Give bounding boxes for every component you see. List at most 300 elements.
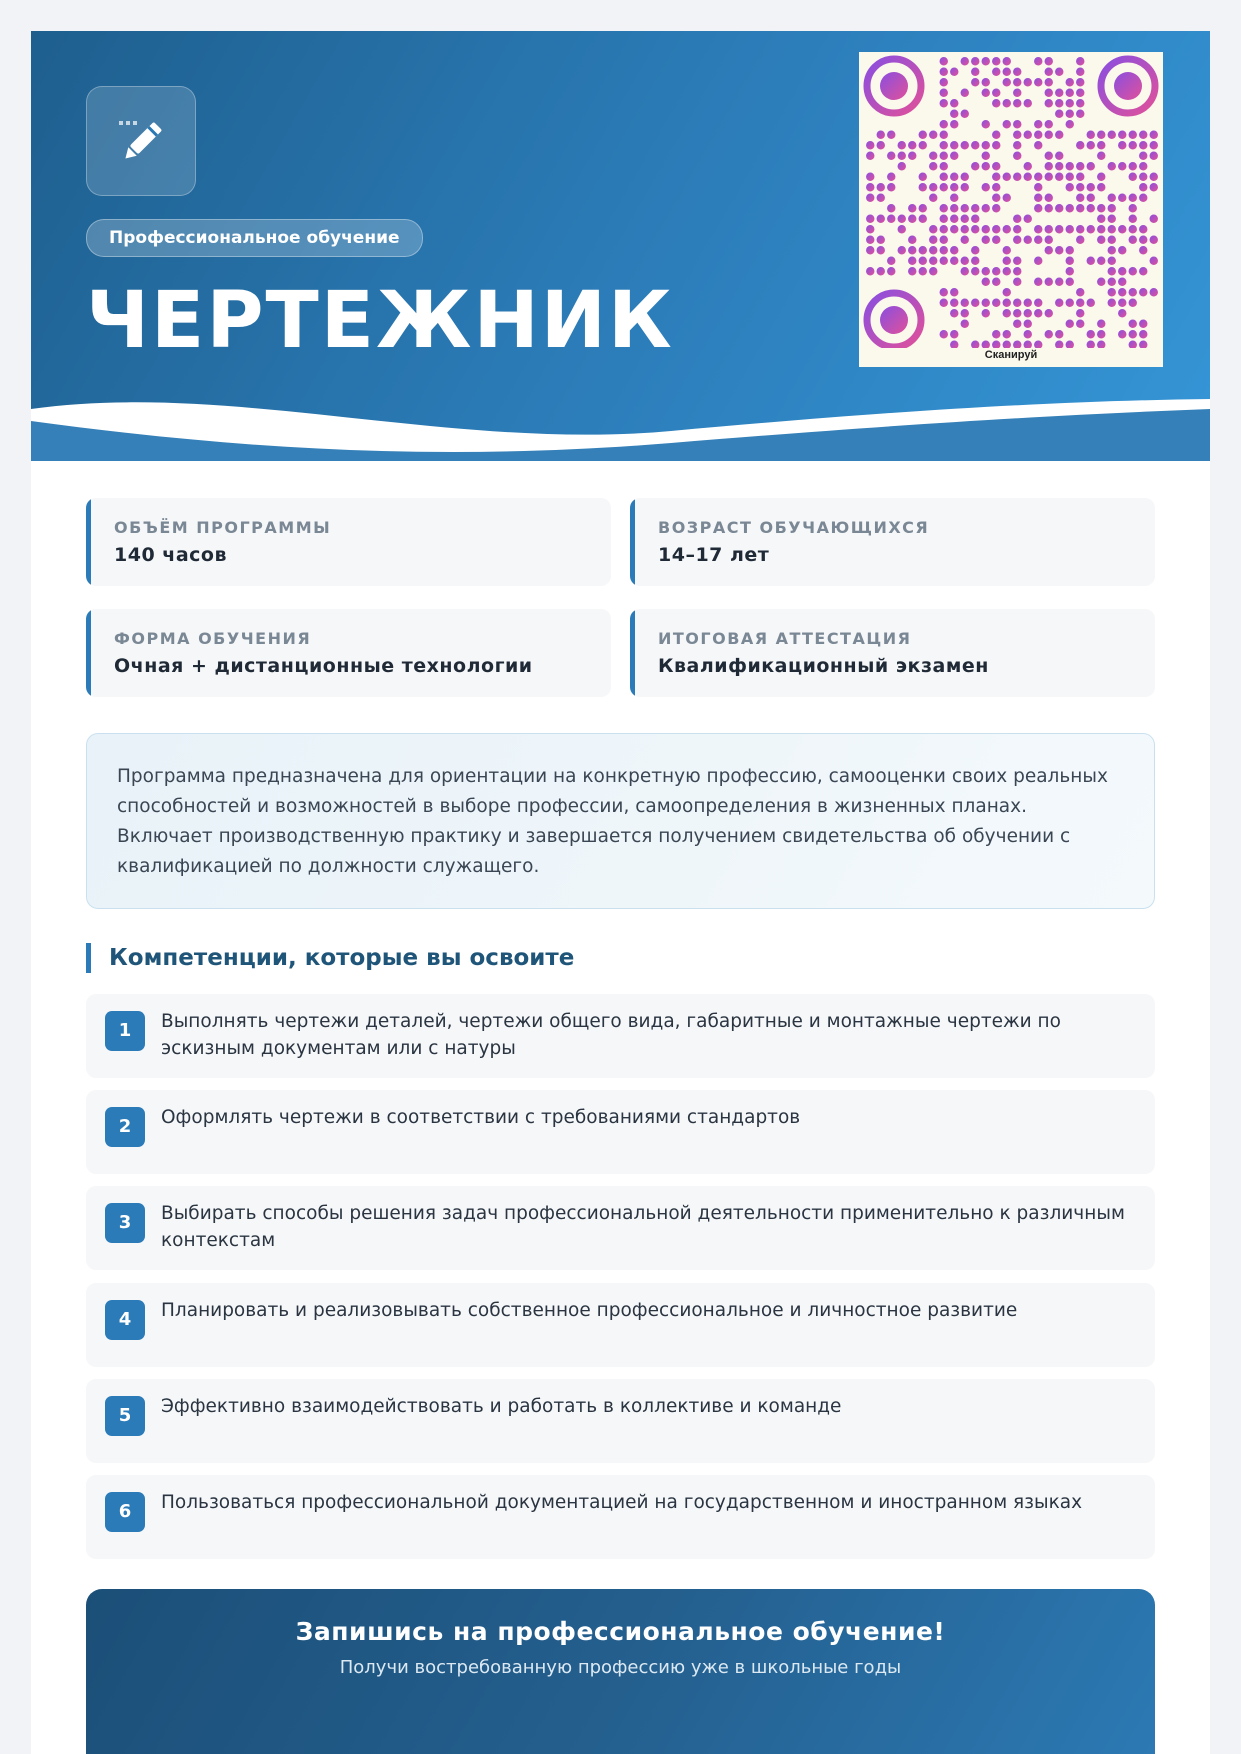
program-description: Программа предназначена для ориентации на конкретную профессию, самооценки своих реальных способностей и возможностей в выборе профессии, самоопределения в жизненных планах. Включает производственную практику и завершается получением свидетельства об обучении с квалификацией по должности служащего. (86, 733, 1155, 909)
qr-module-dot (1066, 162, 1074, 170)
qr-module-dot (1066, 99, 1074, 107)
qr-module-dot (971, 225, 979, 233)
qr-module-dot (1045, 99, 1053, 107)
qr-module-dot (940, 257, 948, 265)
qr-module-dot (1003, 68, 1011, 76)
flyer-page (31, 31, 1210, 1754)
qr-module-dot (1003, 225, 1011, 233)
qr-module-dot (950, 246, 958, 254)
qr-module-dot (1024, 320, 1032, 328)
qr-module-dot (992, 57, 1000, 65)
qr-module-dot (992, 173, 1000, 181)
qr-module-dot (1087, 162, 1095, 170)
qr-module-dot (1024, 330, 1032, 338)
qr-module-dot (940, 246, 948, 254)
qr-module-dot (1024, 173, 1032, 181)
qr-module-dot (908, 236, 916, 244)
qr-module-dot (1097, 173, 1105, 181)
qr-module-dot (1003, 309, 1011, 317)
qr-module-dot (1013, 131, 1021, 139)
competency-number: 3 (105, 1203, 145, 1243)
qr-module-dot (1003, 194, 1011, 202)
qr-module-dot (1150, 288, 1158, 296)
qr-module-dot (1045, 78, 1053, 86)
qr-module-dot (961, 309, 969, 317)
qr-module-dot (929, 131, 937, 139)
qr-module-dot (1034, 236, 1042, 244)
qr-module-dot (1118, 141, 1126, 149)
qr-module-dot (971, 78, 979, 86)
qr-module-dot (1055, 99, 1063, 107)
qr-module-dot (1108, 257, 1116, 265)
qr-code[interactable] (859, 52, 1163, 367)
qr-module-dot (1076, 173, 1084, 181)
qr-module-dot (971, 68, 979, 76)
qr-module-dot (1024, 236, 1032, 244)
qr-module-dot (1013, 257, 1021, 265)
qr-module-dot (1045, 246, 1053, 254)
qr-module-dot (1013, 99, 1021, 107)
competency-item (86, 994, 1155, 1078)
qr-module-dot (1139, 341, 1147, 348)
qr-module-dot (961, 225, 969, 233)
qr-module-dot (1118, 309, 1126, 317)
qr-module-dot (961, 57, 969, 65)
qr-module-dot (982, 299, 990, 307)
info-card-label: ФОРМА ОБУЧЕНИЯ (114, 629, 312, 648)
qr-module-dot (1129, 225, 1137, 233)
qr-module-dot (1013, 152, 1021, 160)
qr-module-dot (898, 225, 906, 233)
qr-module-dot (1045, 194, 1053, 202)
qr-module-dot (1034, 309, 1042, 317)
qr-module-dot (887, 204, 895, 212)
qr-module-dot (992, 194, 1000, 202)
qr-module-dot (1097, 320, 1105, 328)
qr-module-dot (1097, 278, 1105, 286)
qr-module-dot (992, 99, 1000, 107)
qr-module-dot (1118, 278, 1126, 286)
qr-module-dot (950, 225, 958, 233)
qr-module-dot (887, 267, 895, 275)
qr-module-dot (950, 120, 958, 128)
qr-module-dot (982, 183, 990, 191)
qr-module-dot (1097, 257, 1105, 265)
qr-module-dot (1055, 225, 1063, 233)
qr-module-dot (1118, 330, 1126, 338)
qr-module-dot (940, 131, 948, 139)
qr-module-dot (1066, 299, 1074, 307)
qr-module-dot (940, 215, 948, 223)
qr-module-dot (1013, 120, 1021, 128)
qr-module-dot (1129, 204, 1137, 212)
qr-module-dot (1055, 68, 1063, 76)
qr-module-dot (1139, 236, 1147, 244)
qr-module-dot (877, 215, 885, 223)
info-card-label: ВОЗРАСТ ОБУЧАЮЩИХСЯ (658, 518, 930, 537)
qr-module-dot (1129, 141, 1137, 149)
competency-item (86, 1283, 1155, 1367)
qr-module-dot (1066, 89, 1074, 97)
qr-module-dot (1024, 131, 1032, 139)
qr-module-dot (877, 267, 885, 275)
qr-module-dot (1087, 330, 1095, 338)
qr-module-dot (1003, 299, 1011, 307)
qr-module-dot (877, 246, 885, 254)
qr-module-dot (992, 299, 1000, 307)
qr-module-dot (1139, 194, 1147, 202)
qr-module-dot (971, 204, 979, 212)
qr-module-dot (1076, 320, 1084, 328)
qr-module-dot (1034, 257, 1042, 265)
info-card-value: 14–17 лет (658, 544, 770, 566)
competency-item (86, 1186, 1155, 1270)
qr-module-dot (1066, 225, 1074, 233)
qr-module-dot (1118, 299, 1126, 307)
enroll-title: Запишись на профессиональное обучение! (295, 1617, 946, 1646)
qr-module-dot (940, 120, 948, 128)
qr-module-dot (961, 183, 969, 191)
qr-module-dot (1076, 99, 1084, 107)
competency-number: 6 (105, 1492, 145, 1532)
qr-module-dot (971, 57, 979, 65)
qr-module-dot (1045, 278, 1053, 286)
qr-module-dot (1087, 141, 1095, 149)
qr-module-dot (1097, 204, 1105, 212)
qr-module-dot (898, 141, 906, 149)
qr-module-dot (1034, 78, 1042, 86)
qr-module-dot (1003, 267, 1011, 275)
qr-module-dot (877, 183, 885, 191)
qr-module-dot (950, 299, 958, 307)
qr-module-dot (1055, 330, 1063, 338)
qr-module-dot (992, 68, 1000, 76)
qr-module-dot (1108, 246, 1116, 254)
qr-module-dot (1003, 120, 1011, 128)
qr-module-dot (1139, 141, 1147, 149)
qr-module-dot (971, 257, 979, 265)
qr-module-dot (1013, 78, 1021, 86)
qr-module-dot (929, 267, 937, 275)
qr-module-dot (1139, 246, 1147, 254)
qr-module-dot (1055, 162, 1063, 170)
qr-module-dot (929, 183, 937, 191)
qr-module-dot (1013, 267, 1021, 275)
qr-module-dot (1045, 173, 1053, 181)
qr-module-dot (1150, 215, 1158, 223)
competency-text: Оформлять чертежи в соответствии с требованиями стандартов (161, 1107, 801, 1128)
qr-module-dot (982, 267, 990, 275)
qr-module-dot (1013, 215, 1021, 223)
qr-module-dot (950, 288, 958, 296)
qr-module-dot (887, 173, 895, 181)
qr-module-dot (940, 173, 948, 181)
qr-module-dot (1013, 141, 1021, 149)
qr-module-dot (866, 267, 874, 275)
qr-module-dot (866, 194, 874, 202)
qr-module-dot (1066, 110, 1074, 118)
qr-module-dot (961, 173, 969, 181)
qr-module-dot (1108, 288, 1116, 296)
qr-module-dot (982, 57, 990, 65)
qr-module-dot (950, 99, 958, 107)
qr-module-dot (982, 89, 990, 97)
qr-module-dot (1118, 225, 1126, 233)
qr-module-dot (1118, 246, 1126, 254)
qr-module-dot (961, 257, 969, 265)
qr-module-dot (1139, 152, 1147, 160)
qr-module-dot (950, 215, 958, 223)
qr-module-dot (1003, 330, 1011, 338)
qr-module-dot (1055, 278, 1063, 286)
qr-module-dot (1045, 236, 1053, 244)
qr-module-dot (940, 183, 948, 191)
qr-module-dot (877, 141, 885, 149)
qr-module-dot (992, 141, 1000, 149)
qr-module-dot (866, 225, 874, 233)
qr-module-dot (1045, 162, 1053, 170)
qr-module-dot (1129, 236, 1137, 244)
qr-module-dot (1108, 299, 1116, 307)
qr-module-dot (1118, 267, 1126, 275)
qr-module-dot (1024, 78, 1032, 86)
competency-text: Эффективно взаимодействовать и работать в коллективе и команде (161, 1396, 842, 1417)
qr-module-dot (1108, 278, 1116, 286)
qr-module-dot (1129, 215, 1137, 223)
qr-module-dot (1150, 152, 1158, 160)
category-tag: Профессиональное обучение (86, 219, 423, 257)
qr-module-dot (1034, 278, 1042, 286)
qr-module-dot (898, 162, 906, 170)
qr-module-dot (1087, 341, 1095, 348)
qr-module-dot (1003, 341, 1011, 348)
qr-module-dot (1024, 309, 1032, 317)
qr-module-dot (1055, 131, 1063, 139)
qr-module-dot (1003, 57, 1011, 65)
qr-module-dot (866, 236, 874, 244)
qr-module-dot (1087, 183, 1095, 191)
qr-module-dot (1066, 173, 1074, 181)
qr-module-dot (1129, 320, 1137, 328)
qr-module-dot (866, 152, 874, 160)
qr-module-dot (1108, 225, 1116, 233)
qr-module-dot (1108, 131, 1116, 139)
qr-module-dot (1087, 257, 1095, 265)
competency-number: 1 (105, 1011, 145, 1051)
qr-module-dot (1013, 320, 1021, 328)
qr-module-dot (1024, 162, 1032, 170)
qr-module-dot (929, 225, 937, 233)
qr-module-dot (1076, 162, 1084, 170)
qr-module-dot (1013, 68, 1021, 76)
qr-module-dot (1055, 173, 1063, 181)
qr-module-dot (1118, 194, 1126, 202)
qr-module-dot (982, 225, 990, 233)
qr-module-dot (919, 141, 927, 149)
qr-module-dot (1108, 204, 1116, 212)
qr-module-dot (982, 278, 990, 286)
qr-module-dot (866, 141, 874, 149)
qr-module-dot (961, 141, 969, 149)
competencies-heading: Компетенции, которые вы освоите (86, 943, 574, 973)
info-card-label: ИТОГОВАЯ АТТЕСТАЦИЯ (658, 629, 912, 648)
qr-module-dot (1076, 225, 1084, 233)
qr-module-dot (929, 162, 937, 170)
qr-module-dot (1034, 194, 1042, 202)
qr-module-dot (950, 194, 958, 202)
competency-item (86, 1475, 1155, 1559)
qr-module-dot (1129, 162, 1137, 170)
qr-module-dot (1076, 204, 1084, 212)
qr-module-dot (1045, 68, 1053, 76)
qr-module-dot (1129, 299, 1137, 307)
qr-module-dot (1003, 173, 1011, 181)
qr-module-dot (1066, 78, 1074, 86)
qr-module-dot (887, 183, 895, 191)
qr-module-dot (961, 204, 969, 212)
qr-module-dot (1118, 162, 1126, 170)
qr-module-dot (971, 141, 979, 149)
qr-module-dot (1118, 131, 1126, 139)
qr-module-dot (887, 152, 895, 160)
qr-module-dot (940, 152, 948, 160)
qr-module-dot (1139, 162, 1147, 170)
qr-module-dot (1013, 299, 1021, 307)
qr-module-dot (982, 78, 990, 86)
qr-module-dot (1045, 89, 1053, 97)
qr-module-dot (929, 236, 937, 244)
qr-module-dot (1150, 131, 1158, 139)
qr-module-dot (1129, 194, 1137, 202)
qr-module-dot (1097, 152, 1105, 160)
qr-module-dot (877, 194, 885, 202)
qr-module-dot (1003, 257, 1011, 265)
qr-module-dot (919, 257, 927, 265)
qr-module-dot (1097, 183, 1105, 191)
qr-module-dot (1150, 183, 1158, 191)
qr-module-dot (1013, 278, 1021, 286)
qr-module-dot (982, 120, 990, 128)
qr-module-dot (1066, 267, 1074, 275)
qr-module-dot (940, 236, 948, 244)
qr-module-dot (950, 341, 958, 348)
qr-module-dot (1034, 173, 1042, 181)
qr-module-dot (982, 236, 990, 244)
qr-module-dot (1129, 267, 1137, 275)
qr-module-dot (992, 330, 1000, 338)
qr-module-dot (992, 341, 1000, 348)
qr-module-dot (971, 215, 979, 223)
qr-module-dot (971, 246, 979, 254)
qr-module-dot (1024, 299, 1032, 307)
qr-module-dot (961, 215, 969, 223)
qr-module-dot (1150, 236, 1158, 244)
qr-module-dot (1076, 183, 1084, 191)
logo-badge (86, 86, 196, 196)
qr-module-dot (1087, 299, 1095, 307)
qr-module-dot (1045, 57, 1053, 65)
qr-module-dot (1087, 204, 1095, 212)
qr-module-dot (971, 299, 979, 307)
qr-module-dot (1013, 236, 1021, 244)
qr-module-dot (1118, 288, 1126, 296)
info-card-age (630, 498, 1155, 586)
qr-module-dot (1097, 141, 1105, 149)
qr-module-dot (919, 173, 927, 181)
qr-module-dot (866, 246, 874, 254)
qr-module-dot (1034, 183, 1042, 191)
qr-module-dot (908, 257, 916, 265)
qr-module-dot (992, 267, 1000, 275)
competency-text: Выбирать способы решения задач профессиональной деятельности применительно к различным контекстам (161, 1203, 1125, 1251)
qr-module-dot (940, 141, 948, 149)
qr-module-dot (950, 68, 958, 76)
qr-module-dot (877, 131, 885, 139)
pencil-icon (115, 115, 167, 167)
qr-module-dot (1139, 173, 1147, 181)
qr-code-image (859, 52, 1163, 348)
info-card-exam (630, 609, 1155, 697)
qr-module-dot (1108, 194, 1116, 202)
qr-module-dot (1139, 183, 1147, 191)
qr-module-dot (1076, 68, 1084, 76)
qr-module-dot (950, 309, 958, 317)
qr-module-dot (1066, 246, 1074, 254)
qr-module-dot (1150, 257, 1158, 265)
qr-module-dot (1076, 299, 1084, 307)
qr-module-dot (1066, 278, 1074, 286)
qr-module-dot (950, 330, 958, 338)
qr-module-dot (1076, 194, 1084, 202)
qr-module-dot (887, 215, 895, 223)
qr-module-dot (1045, 131, 1053, 139)
qr-module-dot (940, 89, 948, 97)
qr-module-dot (1013, 89, 1021, 97)
qr-module-dot (1034, 120, 1042, 128)
qr-module-dot (1034, 141, 1042, 149)
qr-module-dot (1024, 215, 1032, 223)
qr-module-dot (1150, 141, 1158, 149)
qr-module-dot (1066, 183, 1074, 191)
qr-module-dot (940, 288, 948, 296)
enroll-banner[interactable] (86, 1589, 1155, 1754)
qr-module-dot (940, 299, 948, 307)
qr-module-dot (1055, 152, 1063, 160)
qr-module-dot (940, 204, 948, 212)
qr-module-dot (908, 141, 916, 149)
qr-module-dot (992, 162, 1000, 170)
qr-module-dot (1129, 341, 1137, 348)
qr-module-dot (1045, 309, 1053, 317)
competency-item (86, 1379, 1155, 1463)
qr-module-dot (1108, 215, 1116, 223)
qr-module-dot (971, 162, 979, 170)
qr-module-dot (887, 131, 895, 139)
competency-number: 4 (105, 1300, 145, 1340)
qr-module-dot (1055, 204, 1063, 212)
qr-module-dot (1139, 330, 1147, 338)
qr-module-dot (992, 204, 1000, 212)
qr-module-dot (1076, 288, 1084, 296)
qr-module-dot (1066, 320, 1074, 328)
qr-module-dot (1013, 341, 1021, 348)
qr-module-dot (1076, 89, 1084, 97)
qr-module-dot (961, 89, 969, 97)
qr-module-dot (1076, 57, 1084, 65)
enroll-subtitle: Получи востребованную профессию уже в школьные годы (339, 1657, 902, 1678)
competency-text: Планировать и реализовывать собственное профессиональное и личностное развитие (161, 1300, 1018, 1321)
header-wave (31, 391, 1210, 461)
